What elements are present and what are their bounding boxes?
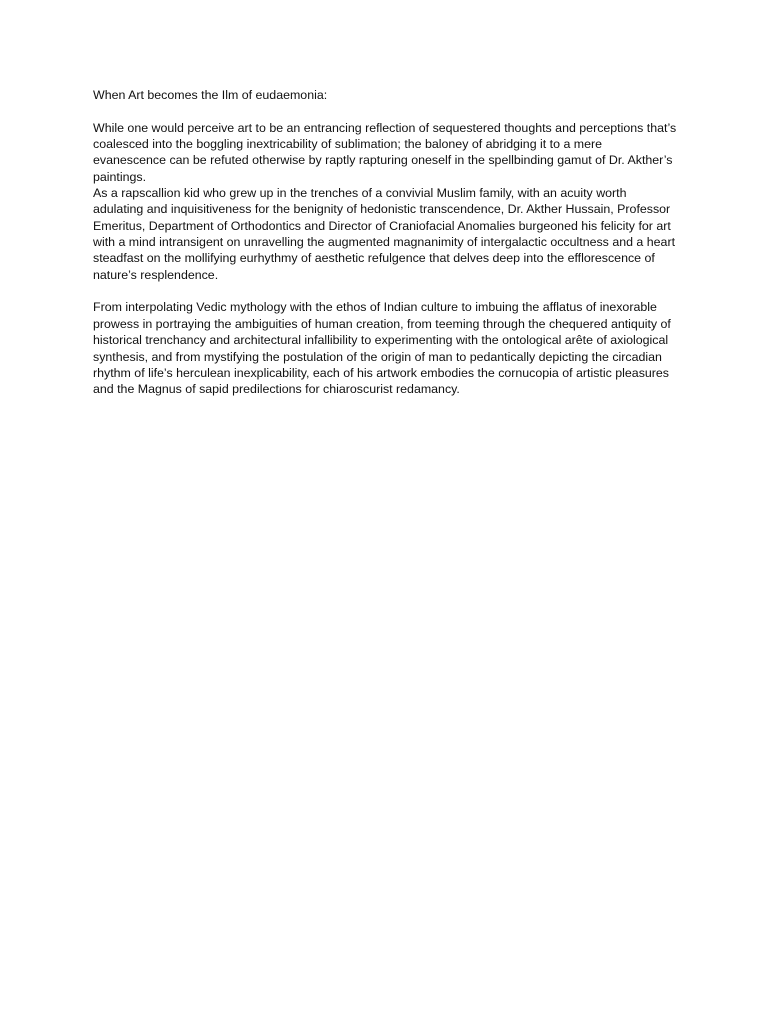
paragraph-gap: [93, 103, 677, 119]
paragraph-3: From interpolating Vedic mythology with the ethos of Indian culture to imbuing the afflatus of inexorable prowess in portraying the ambiguities of human creation, from teeming through the chequered antiquity of historical trenchancy and architectural infallibility to experimenting with the ontological arête of axiological synthesis, and from mystifying the postulation of the origin of man to pedantically depicting the circadian rhythm of life’s herculean inexplicability, each of his artwork embodies the cornucopia of artistic pleasures and the Magnus of sapid predilections for chiaroscurist redamancy.: [93, 300, 671, 397]
document-body: [93, 87, 677, 398]
document-title: When Art becomes the Ilm of eudaemonia:: [93, 88, 328, 102]
paragraph-1: While one would perceive art to be an entrancing reflection of sequestered thoughts and perceptions that’s coalesced into the boggling inextricability of sublimation; the baloney of abridging it to a mere evanescence can be refuted otherwise by raptly rapturing oneself in the spellbinding gamut of Dr. Akther’s paintings.: [93, 120, 677, 184]
paragraph-2: As a rapscallion kid who grew up in the trenches of a convivial Muslim family, with an acuity worth adulating and inquisitiveness for the benignity of hedonistic transcendence, Dr. Akther Hussain, Professor Emeritus, Department of Orthodontics and Director of Craniofacial Anomalies burgeoned his felicity for art with a mind intransigent on unravelling the augmented magnanimity of intergalactic occultness and a heart steadfast on the mollifying eurhythmy of aesthetic refulgence that delves deep into the efflorescence of nature’s resplendence.: [93, 186, 676, 282]
paragraph-gap: [93, 283, 677, 299]
